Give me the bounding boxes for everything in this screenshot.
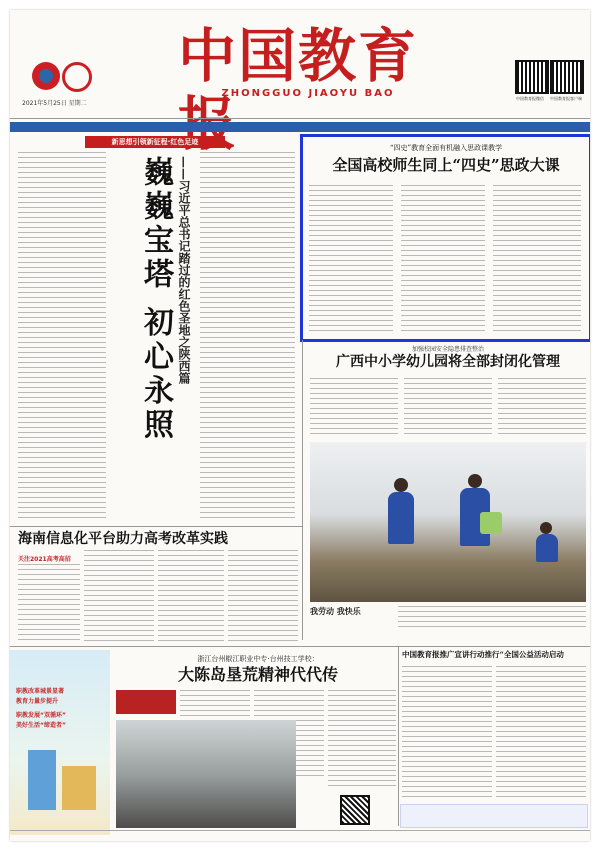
article-body-text bbox=[18, 564, 80, 644]
vocational-education-ad bbox=[10, 650, 110, 835]
lead-subhead: ——习近平总书记踏过的红色圣地之陕西篇 bbox=[177, 156, 191, 384]
newspaper-title: 中国教育报 bbox=[178, 22, 419, 158]
info-bar bbox=[10, 122, 590, 132]
photo-caption-text bbox=[398, 606, 586, 630]
ad-line: 职教改革城景显著 bbox=[16, 688, 65, 695]
hainan-headline: 海南信息化平台助力高考改革实践 bbox=[18, 531, 228, 547]
students-labor-photo bbox=[310, 442, 586, 602]
gaokao-section-label: 关注2021高考高招 bbox=[18, 556, 71, 563]
boxed-headline: 全国高校师生同上“四史”思政大课 bbox=[332, 156, 560, 174]
guangxi-kicker: 加强校园安全隐患排查整治 bbox=[411, 346, 484, 353]
qr-code-icon[interactable] bbox=[550, 60, 584, 94]
article-body-text bbox=[309, 185, 393, 333]
right-bottom-headline: 中国教育报推广宣讲行动推行“全国公益活动启动 bbox=[402, 650, 564, 659]
divider bbox=[10, 646, 590, 647]
article-body-text bbox=[310, 378, 398, 438]
ad-line: 教育力量步提升 bbox=[16, 698, 59, 705]
article-body-text bbox=[228, 550, 298, 644]
page-footer bbox=[10, 830, 590, 841]
qr-code-icon[interactable] bbox=[340, 795, 370, 825]
qr-label: 中国教育报微信 bbox=[516, 96, 544, 101]
footer-ad bbox=[400, 804, 588, 828]
dachen-headline: 大陈岛垦荒精神代代传 bbox=[177, 665, 338, 684]
guangxi-headline: 广西中小学幼儿园将全部封闭化管理 bbox=[336, 354, 560, 370]
lead-headline: 巍巍宝塔 初心永照 bbox=[138, 156, 173, 443]
qr-code-icon[interactable] bbox=[515, 60, 549, 94]
article-body-text bbox=[84, 550, 154, 644]
article-body-text bbox=[158, 550, 224, 644]
ad-line: 职教发展“双循环” bbox=[16, 712, 66, 719]
photo-caption: 我劳动 我快乐 bbox=[310, 606, 361, 616]
article-body-text bbox=[402, 666, 492, 800]
article-body-text bbox=[200, 152, 295, 522]
article-body-text bbox=[496, 666, 586, 800]
newspaper-pinyin: ZHONGGUO JIAOYU BAO bbox=[221, 88, 395, 99]
red-column-logo bbox=[116, 690, 176, 714]
newspaper-page bbox=[10, 10, 590, 841]
article-body-text bbox=[401, 185, 485, 333]
highlighted-article-box bbox=[300, 134, 590, 342]
qr-label: 中国教育报客户端 bbox=[550, 96, 582, 101]
divider bbox=[302, 340, 303, 640]
dachen-kicker: 浙江台州椒江职业中专·台州技工学校： bbox=[197, 655, 319, 663]
article-body-text bbox=[328, 690, 396, 790]
seal-icon bbox=[62, 62, 92, 92]
article-body-text bbox=[493, 185, 581, 333]
divider bbox=[10, 118, 590, 119]
ad-line: 美好生活“缔造者” bbox=[16, 722, 66, 729]
boxed-kicker: “四史”教育全面有机融入思政课教学 bbox=[389, 144, 503, 152]
historical-photo bbox=[116, 720, 296, 828]
section-banner: 新思想引领新征程·红色足迹 bbox=[85, 136, 225, 148]
divider bbox=[398, 646, 399, 826]
building-illustration bbox=[28, 750, 56, 810]
article-body-text bbox=[498, 378, 586, 438]
divider bbox=[10, 526, 302, 527]
article-body-text bbox=[404, 378, 492, 438]
article-body-text bbox=[18, 152, 106, 522]
issue-date: 2021年5月25日 星期二 bbox=[22, 100, 87, 107]
building-illustration bbox=[62, 766, 96, 810]
newspaper-logo-icon bbox=[32, 62, 60, 90]
